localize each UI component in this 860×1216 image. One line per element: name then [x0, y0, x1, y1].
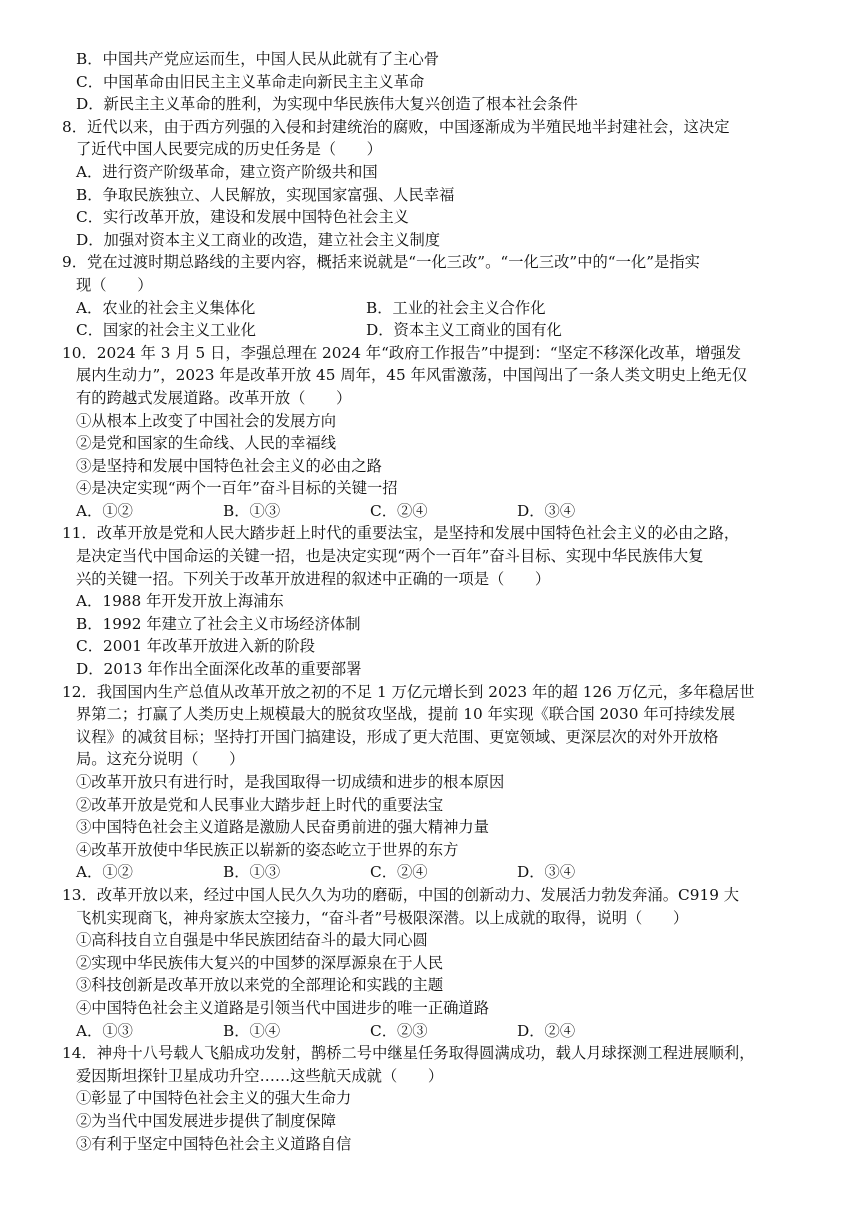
- question-9: [62, 251, 808, 341]
- statement-3: ③中国特色社会主义道路是激励人民奋勇前进的强大精神力量: [76, 818, 490, 837]
- option-b: B．①③: [223, 863, 281, 882]
- question-stem: 12．我国国内生产总值从改革开放之初的不足 1 万亿元增长到 2023 年的超 126 万亿元，多年稳居世: [62, 682, 755, 701]
- question-stem: 8．近代以来，由于西方列强的入侵和封建统治的腐败，中国逐渐成为半殖民地半封建社会，这决定: [62, 117, 730, 136]
- option-a: A．①②: [76, 501, 133, 520]
- option-d: D．②④: [517, 1021, 576, 1040]
- option-b: B．工业的社会主义合作化: [366, 298, 546, 317]
- statement-3: ③科技创新是改革开放以来党的全部理论和实践的主题: [76, 976, 444, 995]
- option-b: B．争取民族独立、人民解放，实现国家富强、人民幸福: [76, 185, 455, 204]
- option-b: B．①③: [223, 501, 281, 520]
- option-d: D．2013 年作出全面深化改革的重要部署: [76, 660, 362, 679]
- question-stem: 9．党在过渡时期总路线的主要内容，概括来说就是“一化三改”。“一化三改”中的“一化”是指实: [62, 253, 700, 272]
- option-a: A．①③: [76, 1021, 133, 1040]
- option-c: C．国家的社会主义工业化: [76, 321, 256, 340]
- question-stem: 有的跨越式发展道路。改革开放（ ）: [76, 388, 352, 407]
- option-b: B．中国共产党应运而生，中国人民从此就有了主心骨: [76, 50, 440, 68]
- option-d: D．加强对资本主义工商业的改造，建立社会主义制度: [76, 230, 441, 249]
- question-10: [62, 342, 808, 523]
- option-a: A．进行资产阶级革命，建立资产阶级共和国: [76, 162, 378, 181]
- question-stem: 是决定当代中国命运的关键一招，也是决定实现“两个一百年”奋斗目标、实现中华民族伟大复: [76, 547, 704, 566]
- question-stem: 了近代中国人民要完成的历史任务是（ ）: [76, 140, 382, 159]
- options-row: [62, 319, 808, 342]
- question-11: [62, 522, 808, 680]
- question-stem: 爱因斯坦探针卫星成功升空……这些航天成就（ ）: [76, 1066, 444, 1085]
- statement-3: ③是坚持和发展中国特色社会主义的必由之路: [76, 456, 382, 475]
- statement-3: ③有利于坚定中国特色社会主义道路自信: [76, 1134, 352, 1153]
- statement-4: ④中国特色社会主义道路是引领当代中国进步的唯一正确道路: [76, 998, 490, 1017]
- option-d: D．③④: [517, 863, 576, 882]
- statement-4: ④改革开放使中华民族正以崭新的姿态屹立于世界的东方: [76, 840, 459, 859]
- statement-1: ①彰显了中国特色社会主义的强大生命力: [76, 1089, 352, 1108]
- statement-2: ②是党和国家的生命线、人民的幸福线: [76, 434, 337, 453]
- option-d: D．资本主义工商业的国有化: [366, 321, 562, 340]
- question-stem: 界第二；打赢了人类历史上规模最大的脱贫攻坚战，提前 10 年实现《联合国 2030 年可持续发展: [76, 705, 736, 724]
- question-8: [62, 116, 808, 252]
- question-stem: 11．改革开放是党和人民大踏步赶上时代的重要法宝，是坚持和发展中国特色社会主义的必由之路，: [62, 524, 740, 543]
- question-stem: 现（ ）: [76, 275, 153, 294]
- statement-2: ②改革开放是党和人民事业大踏步赶上时代的重要法宝: [76, 795, 444, 814]
- option-c: C．实行改革开放，建设和发展中国特色社会主义: [76, 208, 409, 227]
- option-d: D．新民主主义革命的胜利，为实现中华民族伟大复兴创造了根本社会条件: [76, 95, 578, 114]
- question-12: [62, 681, 808, 884]
- option-b: B．①④: [223, 1021, 281, 1040]
- question-stem: 10．2024 年 3 月 5 日，李强总理在 2024 年“政府工作报告”中提到：“坚定不移深化改革，增强发: [62, 343, 742, 362]
- option-c: C．中国革命由旧民主主义革命走向新民主主义革命: [76, 72, 425, 91]
- options-row: [62, 297, 808, 320]
- option-c: C．②④: [370, 863, 428, 882]
- option-c: C．2001 年改革开放进入新的阶段: [76, 637, 316, 656]
- question-stem: 飞机实现商飞，神舟家族太空接力，“奋斗者”号极限深潜。以上成就的取得，说明（ ）: [76, 908, 689, 927]
- options-row: [62, 1020, 808, 1043]
- statement-4: ④是决定实现“两个一百年”奋斗目标的关键一招: [76, 479, 398, 498]
- statement-2: ②实现中华民族伟大复兴的中国梦的深厚源泉在于人民: [76, 953, 444, 972]
- question-13: [62, 884, 808, 1042]
- question-stem: 展内生动力”，2023 年是改革开放 45 周年，45 年风雷激荡，中国闯出了一条人类文明史上绝无仅: [76, 366, 748, 385]
- option-a: A．①②: [76, 863, 133, 882]
- question-7-tail: [62, 48, 808, 116]
- option-a: A．1988 年开发开放上海浦东: [76, 592, 284, 611]
- question-stem: 兴的关键一招。下列关于改革开放进程的叙述中正确的一项是（ ）: [76, 569, 551, 588]
- statement-1: ①从根本上改变了中国社会的发展方向: [76, 411, 337, 430]
- statement-1: ①高科技自立自强是中华民族团结奋斗的最大同心圆: [76, 931, 428, 950]
- question-stem: 局。这充分说明（ ）: [76, 750, 245, 769]
- option-a: A．农业的社会主义集体化: [76, 298, 256, 317]
- options-row: [62, 500, 808, 523]
- option-c: C．②③: [370, 1021, 428, 1040]
- question-14: [62, 1042, 808, 1155]
- question-stem: 13．改革开放以来，经过中国人民久久为功的磨砺，中国的创新动力、发展活力勃发奔涌。C919 大: [62, 885, 740, 904]
- statement-2: ②为当代中国发展进步提供了制度保障: [76, 1111, 337, 1130]
- statement-1: ①改革开放只有进行时，是我国取得一切成绩和进步的根本原因: [76, 773, 505, 791]
- question-stem: 14．神舟十八号载人飞船成功发射，鹊桥二号中继星任务取得圆满成功，载人月球探测工程进展顺利，: [62, 1044, 755, 1063]
- option-d: D．③④: [517, 501, 576, 520]
- option-b: B．1992 年建立了社会主义市场经济体制: [76, 614, 361, 633]
- option-c: C．②④: [370, 501, 428, 520]
- options-row: [62, 861, 808, 884]
- question-stem: 议程》的减贫目标；坚持打开国门搞建设，形成了更大范围、更宽领域、更深层次的对外开放格: [76, 727, 719, 746]
